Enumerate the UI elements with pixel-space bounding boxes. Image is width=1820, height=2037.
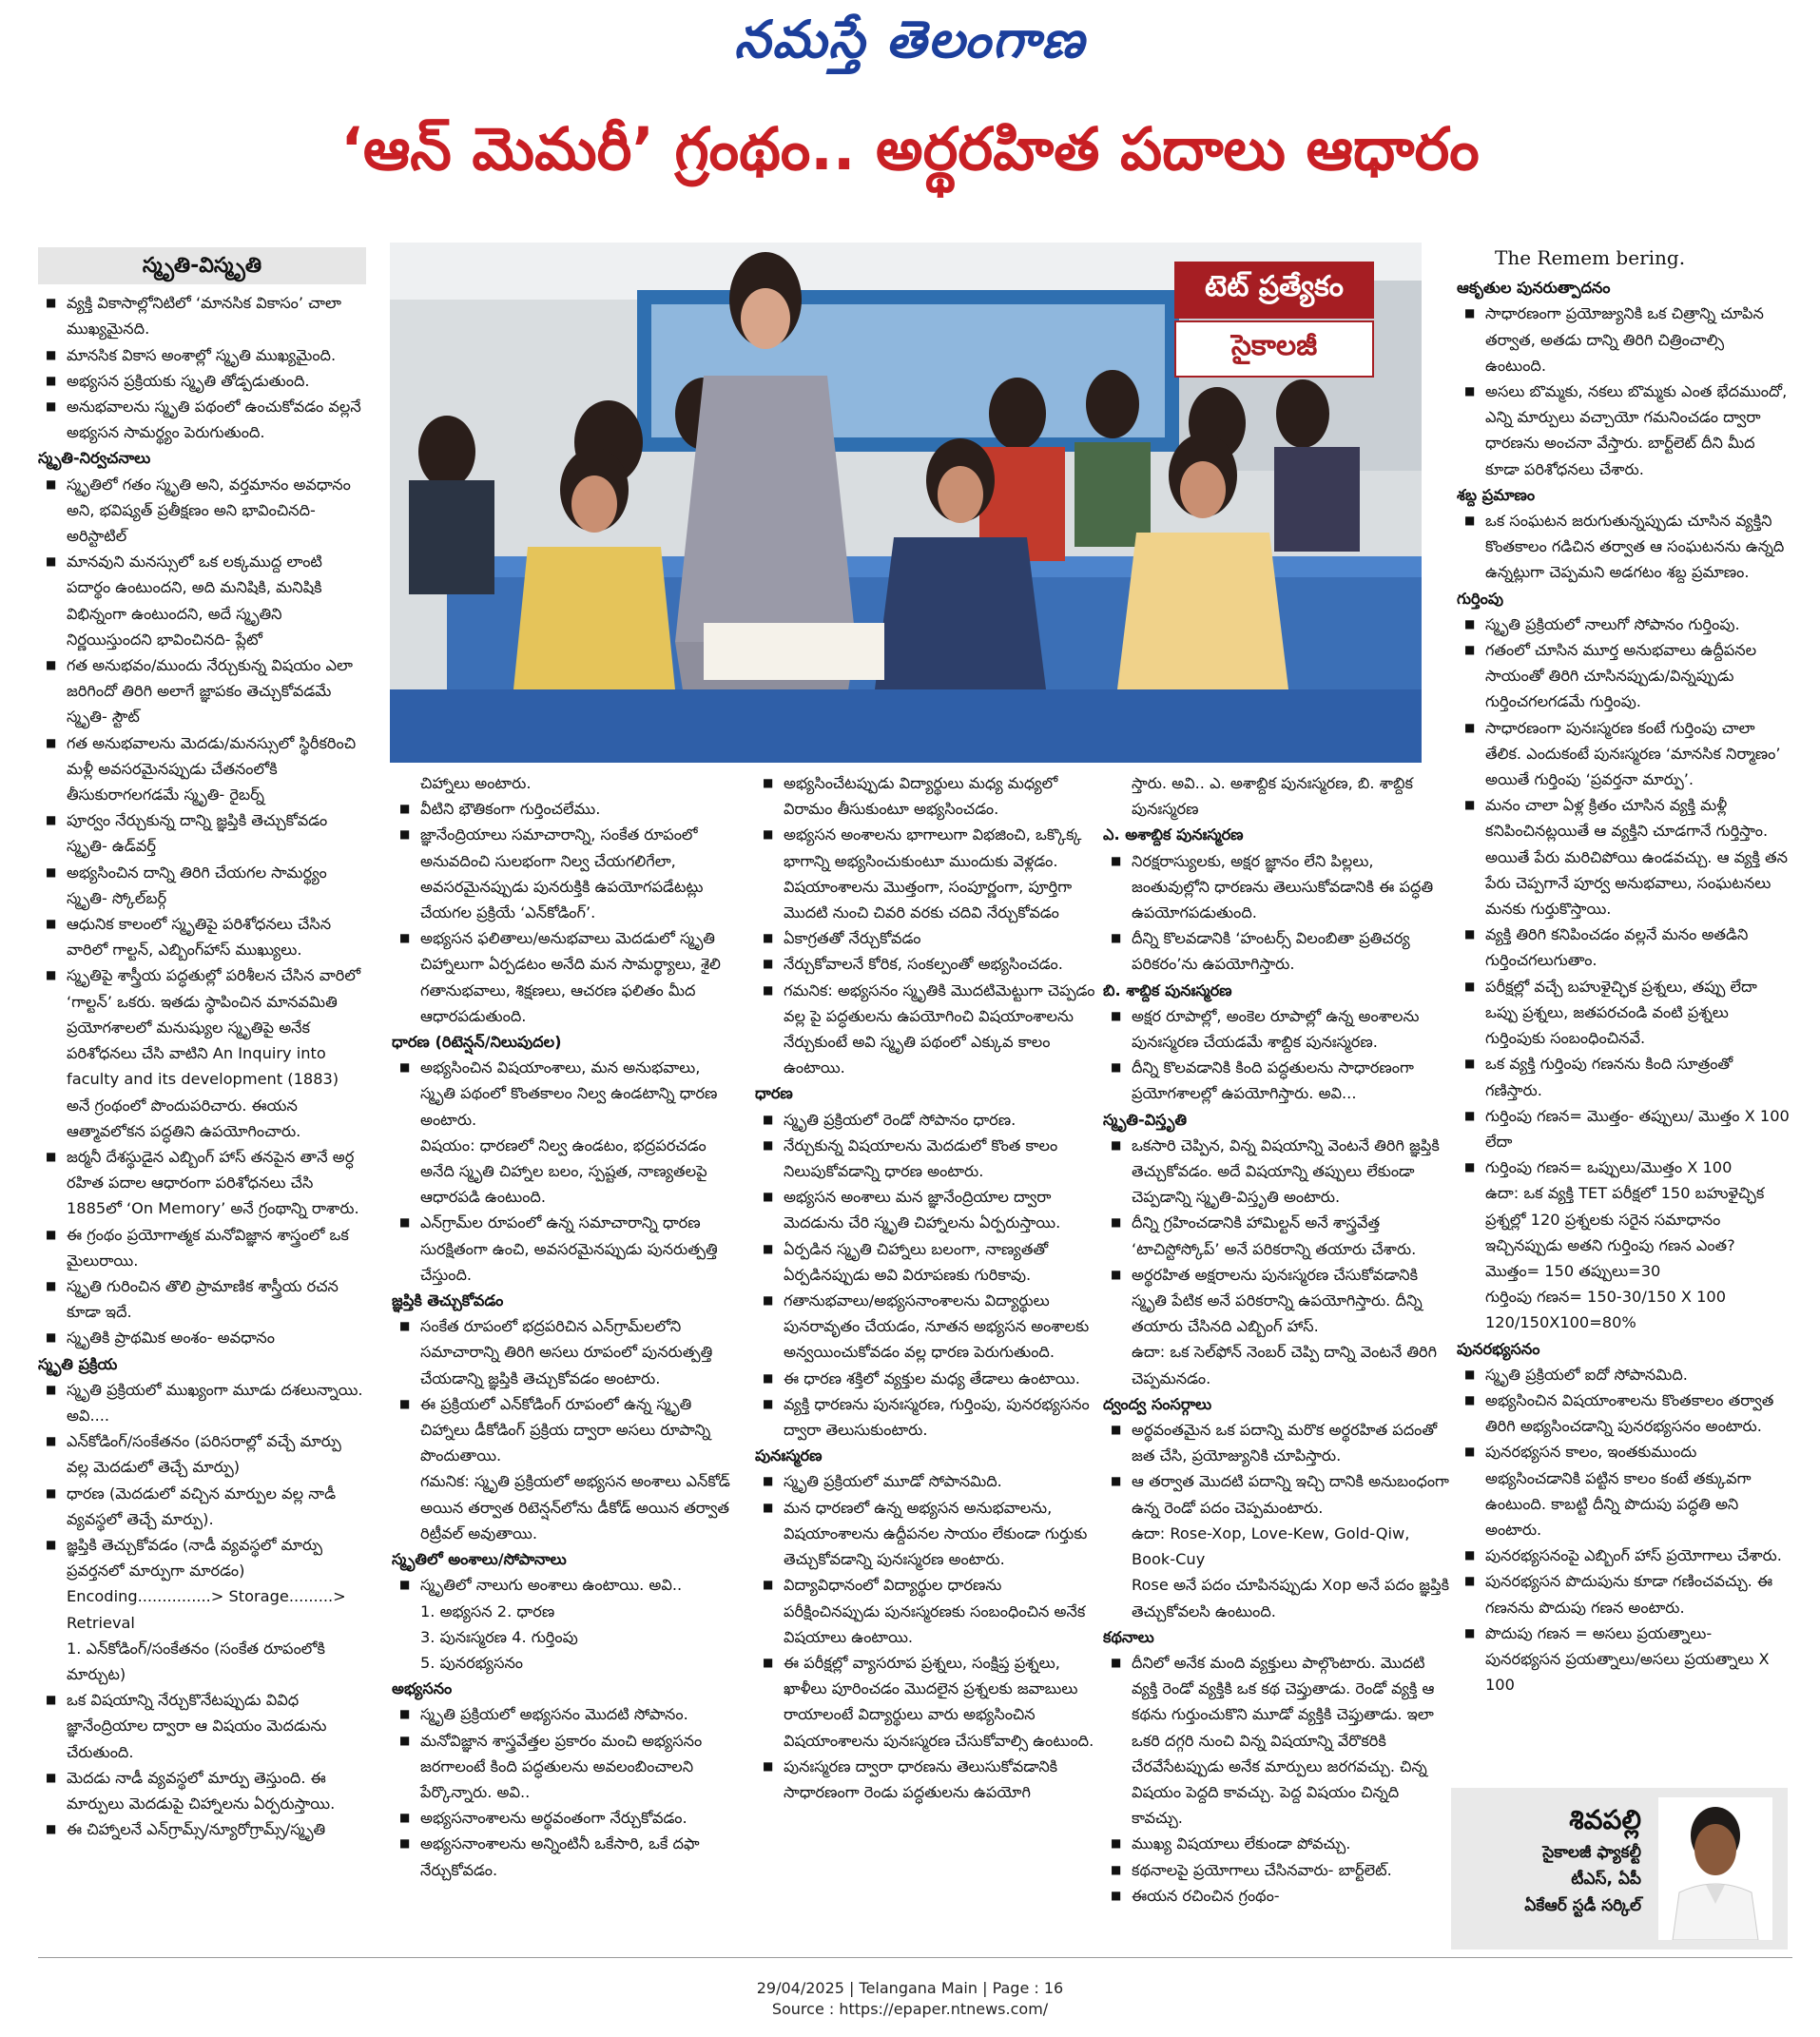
footer-source: Source : https://epaper.ntnews.com/ (771, 2000, 1049, 2018)
bullet-item: ■ స్మృతి ప్రక్రియలో రెండో సోపానం ధారణ. (755, 1107, 1102, 1133)
footer-edition: 29/04/2025 | Telangana Main | Page : 16 (756, 1979, 1064, 1997)
subheading: స్మృతి-విస్తృతి (1103, 1110, 1187, 1129)
bullet-item: ■ ఏర్పడిన స్మృతి చిహ్నాలు బలంగా, నాణ్యతతో ఏర్పడినప్పుడు అవి విరూపణకు గురికావు. (755, 1236, 1102, 1288)
bullet-item: ■ గుర్తింపు గణన= మొత్తం- తప్పులు/ మొత్తం X 100 లేదా (1457, 1103, 1790, 1154)
bullet-item: ■ పునరభ్యసన కాలం, ఇంతకుముందు అభ్యసించడానికి పట్టిన కాలం కంటే తక్కువగా ఉంటుంది. కాబట్టి దీన్ని పొదుపు పద్ధతి అని అంటారు. (1457, 1439, 1790, 1542)
column-5 (1457, 245, 1790, 1757)
paragraph: 3. పునఃస్మరణ 4. గుర్తింపు (420, 1627, 578, 1646)
subheading: స్మృతిలో అంశాలు/సోపానాలు (392, 1550, 567, 1569)
bullet-item: ■ అభ్యసనాంశాలను అన్నింటినీ ఒకేసారి, ఒకే దఫా నేర్చుకోవడం. (392, 1831, 739, 1882)
column-4-body (1103, 770, 1450, 1909)
column-5-body (1457, 275, 1790, 1698)
bullet-item: ■ ఈ ధారణ శక్తిలో వ్యక్తుల మధ్య తేడాలు ఉంటాయి. (755, 1366, 1102, 1391)
paragraph: ఉదా: ఒక సెల్‌ఫోన్ నెంబర్ చెప్పి దాన్ని వెంటనే తిరిగి చెప్పమనడం. (1132, 1343, 1438, 1387)
bullet-item: ■ స్మృతి ప్రక్రియలో నాలుగో సోపానం గుర్తింపు. (1457, 611, 1790, 637)
subheading: పునఃస్మరణ (755, 1446, 823, 1465)
bullet-item: ■ పునరభ్యసన పొదుపును కూడా గణించవచ్చు. ఈ గణనను పొదుపు గణన అంటారు. (1457, 1568, 1790, 1620)
author-name: శివపల్లి (1569, 1804, 1641, 1835)
subheading: ధారణ (రిటెన్షన్/నిలుపుదల) (392, 1033, 562, 1052)
paragraph: 120/150X100=80% (1485, 1313, 1636, 1332)
tet-special-badge (1174, 262, 1374, 380)
paragraph: స్తారు. అవి.. ఎ. అశాబ్దిక పునఃస్మరణ, బి. శాబ్దిక పునఃస్మరణ (1132, 774, 1413, 819)
bullet-item: ■ దీన్ని గ్రహించడానికి హామిల్టన్ అనే శాస్త్రవేత్త ‘టాచిస్టోస్కోప్’ అనే పరికరాన్ని తయారు చేశారు. (1103, 1210, 1450, 1261)
bullet-item: ■ పరీక్షల్లో వచ్చే బహుళైచ్ఛిక ప్రశ్నలు, తప్పు లేదా ఒప్పు ప్రశ్నలు, జతపరచండి వంటి ప్రశ్నలు గుర్తింపుకు సంబంధించినవే. (1457, 974, 1790, 1052)
author-box (1451, 1788, 1788, 1950)
bullet-item: ■ అభ్యసించిన విషయాంశాలు, మన అనుభవాలు, స్మృతి పథంలో కొంతకాలం నిల్వ ఉండటాన్ని ధారణ అంటారు. (392, 1055, 739, 1133)
bullet-item: ■ సంకేత రూపంలో భద్రపరిచిన ఎన్‌గ్రామ్‌లలోని సమాచారాన్ని తిరిగి అసలు రూపంలో పునరుత్పత్తి చేయడాన్ని జ్ఞప్తికి తెచ్చుకోవడం అంటారు. (392, 1313, 739, 1391)
bullet-item: ■ దీన్ని కొలవడానికి కింది పద్ధతులను సాధారణంగా ప్రయోగశాలల్లో ఉపయోగిస్తారు. అవి... (1103, 1055, 1450, 1106)
bullet-item: ■ జ్ఞానేంద్రియాలు సమాచారాన్ని, సంకేత రూపంలో అనువదించి సులభంగా నిల్వ చేయగలిగేలా, అవసరమైనప్పుడు పునరుక్తికి ఉపయోగపడేటట్లు చేయగల ప్రక్రియే ‘ఎన్‌కోడింగ్’. (392, 822, 739, 925)
subheading: ఎ. అశాబ్దిక పునఃస్మరణ (1103, 825, 1244, 844)
bullet-item: ■ స్మృతి ప్రక్రియలో ఐదో సోపానమిది. (1457, 1362, 1790, 1387)
column-2 (392, 770, 739, 1954)
subheading: ఆకృతుల పునరుత్పాదనం (1457, 279, 1611, 298)
column-3 (755, 770, 1102, 1954)
bullet-item: ■ అసలు బొమ్మకు, నకలు బొమ్మకు ఎంత భేదముందో, ఎన్ని మార్పులు వచ్చాయో గమనించడం ద్వారా ధారణను అంచనా వేస్తారు. బార్ట్‌లెట్ దీని మీద కూడా పరిశోధనలు చేశారు. (1457, 378, 1790, 482)
column-4 (1103, 770, 1450, 1954)
paragraph: Rose అనే పదం చూపినప్పుడు Xop అనే పదం జ్ఞప్తికి తెచ్చుకోవలసి ఉంటుంది. (1132, 1576, 1450, 1620)
paragraph: గుర్తింపు గణన= 150-30/150 X 100 (1485, 1288, 1726, 1307)
bullet-item: ■ అర్థవంతమైన ఒక పదాన్ని మరొక అర్థరహిత పదంతో జత చేసి, ప్రయోజ్యునికి చూపిస్తారు. (1103, 1417, 1450, 1468)
bullet-item: ■ అభ్యసన ప్రక్రియకు స్మృతి తోడ్పడుతుంది. (38, 368, 366, 394)
bullet-item: ■ వ్యక్తి ధారణను పునఃస్మరణ, గుర్తింపు, పునరభ్యసనం ద్వారా తెలుసుకుంటారు. (755, 1391, 1102, 1443)
bullet-item: ■ స్మృతిపై శాస్త్రీయ పద్ధతుల్లో పరిశీలన చేసిన వారిలో ‘గాల్టన్’ ఒకరు. ఇతడు స్థాపించిన మానవమితి ప్రయోగశాలలో మనుష్యుల స్మృతిపై అనేక పరిశోధనలు చేసి వాటిని An Inquiry into faculty and its development (1883) అనే గ్రంథంలో పొందుపరిచారు. ఈయన ఆత్మావలోకన పద్ధతిని ఉపయోగించారు. (38, 962, 366, 1143)
bullet-item: ■ గతంలో చూసిన మూర్త అనుభవాలు ఉద్దీపనల సాయంతో తిరిగి చూసినప్పుడు/విన్నప్పుడు గుర్తించగలగడమే గుర్తింపు. (1457, 637, 1790, 715)
headline (29, 99, 1791, 213)
paragraph: ఉదా: ఒక వ్యక్తి TET పరీక్షలో 150 బహుళైచ్ఛిక ప్రశ్నల్లో 120 ప్రశ్నలకు సరైన సమాధానం ఇచ్చినప్పుడు అతని గుర్తింపు గణన ఎంత? (1485, 1184, 1765, 1254)
bullet-item: ■ ఈ గ్రంథం ప్రయోగాత్మక మనోవిజ్ఞాన శాస్త్రంలో ఒక మైలురాయి. (38, 1222, 366, 1273)
bullet-item: ■ పునరభ్యసనంపై ఎబ్బింగ్ హాస్ ప్రయోగాలు చేశారు. (1457, 1542, 1790, 1568)
bullet-item: ■ ఒక వ్యక్తి గుర్తింపు గణనను కింది సూత్రంతో గణిస్తారు. (1457, 1051, 1790, 1102)
bullet-item: ■ అభ్యసించిన విషయాంశాలను కొంతకాలం తర్వాత తిరిగి అభ్యసించడాన్ని పునరభ్యసనం అంటారు. (1457, 1387, 1790, 1439)
subheading: గుర్తింపు (1457, 589, 1503, 608)
author-details (1461, 1801, 1641, 1919)
bullet-item: ■ జ్ఞప్తికి తెచ్చుకోవడం (నాడీ వ్యవస్థలో మార్పు ప్రవర్తనలో మార్పుగా మారడం) (38, 1532, 366, 1583)
subheading: శబ్ద ప్రమాణం (1457, 485, 1536, 504)
author-role: సైకాలజీ ఫ్యాకల్టీ (1542, 1843, 1641, 1862)
bullet-item: ■ ఒక విషయాన్ని నేర్చుకొనేటప్పుడు వివిధ జ్ఞానేంద్రియాల ద్వారా ఆ విషయం మెదడును చేరుతుంది. (38, 1687, 366, 1765)
bullet-item: ■ వ్యక్తి వికాసాల్లోనిటిలో ‘మానసిక వికాసం’ చాలా ముఖ్యమైనది. (38, 290, 366, 341)
subheading: స్మృతి ప్రక్రియ (38, 1354, 118, 1373)
badge-label-tet: టెట్ ప్రత్యేకం (1174, 262, 1374, 319)
bullet-item: ■ స్మృతికి ప్రాథమిక అంశం- అవధానం (38, 1325, 366, 1350)
bullet-item: ■ మనోవిజ్ఞాన శాస్త్రవేత్తల ప్రకారం మంచి అభ్యసనం జరగాలంటే కింది పద్ధతులను అవలంబించాలని పేర్కొన్నారు. అవి.. (392, 1728, 739, 1806)
bullet-item: ■ సాధారణంగా పునఃస్మరణ కంటే గుర్తింపు చాలా తేలిక. ఎందుకంటే పునఃస్మరణ ‘మానసిక నిర్మాణం’ అయితే గుర్తింపు ‘ప్రవర్తనా మార్పు’. (1457, 715, 1790, 793)
footer-divider (38, 1957, 1792, 1958)
bullet-item: ■ స్మృతి గురించిన తొలి ప్రామాణిక శాస్త్రీయ రచన కూడా ఇదే. (38, 1273, 366, 1325)
subheading: ద్వంద్వ సంసర్గాలు (1103, 1394, 1212, 1413)
bullet-item: ■ గతానుభవాలు/అభ్యసనాంశాలను విద్యార్థులు పునరావృతం చేయడం, నూతన అభ్యసన అంశాలకు అన్వయించుకోవడం వల్ల ధారణ పెరుగుతుంది. (755, 1288, 1102, 1366)
subheading: కథనాలు (1103, 1627, 1154, 1646)
bullet-item: ■ ఒక సంఘటన జరుగుతున్నప్పుడు చూసిన వ్యక్తిని కొంతకాలం గడిచిన తర్వాత ఆ సంఘటనను ఉన్నది ఉన్నట్లుగా చెప్పమని అడగటం శబ్ద ప్రమాణం. (1457, 508, 1790, 586)
bullet-item: ■ అర్థరహిత అక్షరాలను పునఃస్మరణ చేసుకోవడానికి స్మృతి పేటిక అనే పరికరాన్ని ఉపయోగిస్తారు. దీన్ని తయారు చేసినది ఎబ్బింగ్ హాస్. (1103, 1262, 1450, 1340)
bullet-item: ■ అభ్యసనాంశాలను అర్థవంతంగా నేర్చుకోవడం. (392, 1805, 739, 1831)
bullet-item: ■ గత అనుభవాలను మెదడు/మనస్సులో స్థిరీకరించి మళ్లీ అవసరమైనప్పుడు చేతనంలోకి తీసుకురాగలగడమే స్మృతి- రైబర్న్ (38, 730, 366, 808)
bullet-item: ■ ముఖ్య విషయాలు లేకుండా పోవచ్చు. (1103, 1831, 1450, 1856)
bullet-item: ■ స్మృతి ప్రక్రియలో మూడో సోపానమిది. (755, 1468, 1102, 1494)
bullet-item: ■ జర్మనీ దేశస్థుడైన ఎబ్బింగ్ హాస్ తనపైన తానే అర్ధ రహిత పదాల ఆధారంగా పరిశోధనలు చేసి 1885లో ‘On Memory’ అనే గ్రంథాన్ని రాశారు. (38, 1144, 366, 1222)
badge-label-psychology: సైకాలజీ (1174, 320, 1374, 378)
bullet-item: ■ ధారణ (మెదడులో వచ్చిన మార్పుల వల్ల నాడీ వ్యవస్థలో తెచ్చే మార్పు). (38, 1481, 366, 1532)
bullet-item: ■ మెదడు నాడీ వ్యవస్థలో మార్పు తెస్తుంది. ఈ మార్పులు మెదడుపై చిహ్నాలను ఏర్పరుస్తాయి. (38, 1765, 366, 1816)
section-banner: స్మృతి-విస్మృతి (38, 247, 366, 284)
bullet-item: ■ స్మృతి ప్రక్రియలో అభ్యసనం మొదటి సోపానం. (392, 1701, 739, 1727)
bullet-item: ■ వీటిని భౌతికంగా గుర్తించలేము. (392, 796, 739, 822)
bullet-item: ■ ఈ చిహ్నాలనే ఎన్‌గ్రామ్స్/న్యూరోగ్రామ్స్/స్మృతి (38, 1816, 366, 1842)
bullet-item: ■ అభ్యసన ఫలితాలు/అనుభవాలు మెదడులో స్మృతి చిహ్నాలుగా ఏర్పడటం అనేది మన సామర్థ్యాలు, శైలి గతానుభవాలు, శిక్షణలు, ఆచరణ ఫలితం మీద ఆధారపడుతుంది. (392, 925, 739, 1029)
bullet-item: ■ కథనాలపై ప్రయోగాలు చేసినవారు- బార్ట్‌లెట్. (1103, 1857, 1450, 1883)
bullet-item: ■ స్మృతిలో గతం స్మృతి అని, వర్తమానం అవధానం అని, భవిష్యత్ ప్రతీక్షణం అని భావించినది- అరిస్టాటిల్ (38, 472, 366, 550)
subheading: స్మృతి-నిర్వచనాలు (38, 449, 151, 468)
subheading: అభ్యసనం (392, 1679, 453, 1698)
bullet-item: ■ పొదుపు గణన = అసలు ప్రయత్నాలు- పునరభ్యసన ప్రయత్నాలు/అసలు ప్రయత్నాలు X 100 (1457, 1620, 1790, 1698)
bullet-item: ■ గత అనుభవం/ముందు నేర్చుకున్న విషయం ఎలా జరిగిందో తిరిగి అలాగే జ్ఞాపకం తెచ్చుకోవడమే స్మృతి- స్టౌట్ (38, 652, 366, 730)
subheading: బి. శాబ్దిక పునఃస్మరణ (1103, 980, 1232, 999)
bullet-item: ■ దీన్ని కొలవడానికి ‘హంటర్స్ విలంబితా ప్రతిచర్య పరికరం’ను ఉపయోగిస్తారు. (1103, 925, 1450, 977)
column-1-body (38, 290, 366, 1842)
bullet-item: ■ అభ్యసన అంశాలు మన జ్ఞానేంద్రియాల ద్వారా మెదడును చేరి స్మృతి చిహ్నాలను ఏర్పరుస్తాయి. (755, 1184, 1102, 1235)
footer (0, 1978, 1820, 2020)
bullet-item: ■ నేర్చుకున్న విషయాలను మెదడులో కొంత కాలం నిలుపుకోవడాన్ని ధారణ అంటారు. (755, 1133, 1102, 1184)
bullet-item: ■ స్మృతిలో నాలుగు అంశాలు ఉంటాయి. అవి.. (392, 1572, 739, 1598)
bullet-item: ■ సాధారణంగా ప్రయోజ్యునికి ఒక చిత్రాన్ని చూపిన తర్వాత, అతడు దాన్ని తిరిగి చిత్రించాల్సి ఉంటుంది. (1457, 301, 1790, 378)
bullet-item: ■ ఒకసారి చెప్పిన, విన్న విషయాన్ని వెంటనే తిరిగి జ్ఞప్తికి తెచ్చుకోవడం. అదే విషయాన్ని తప్పులు లేకుండా చెప్పడాన్ని స్మృతి-విస్తృతి అంటారు. (1103, 1133, 1450, 1211)
bullet-item: ■ స్మృతి ప్రక్రియలో ముఖ్యంగా మూడు దశలున్నాయి. అవి.... (38, 1377, 366, 1428)
bullet-item: ■ ఎన్‌గ్రామ్‌ల రూపంలో ఉన్న సమాచారాన్ని ధారణ సురక్షితంగా ఉంచి, అవసరమైనప్పుడు పునరుత్పత్తి చేస్తుంది. (392, 1210, 739, 1288)
bullet-item: ■ మానవుని మనస్సులో ఒక లక్కముద్ద లాంటి పదార్థం ఉంటుందని, అది మనిషికి, మనిషికి విభిన్నంగా ఉంటుందని, అదే స్మృతిని నిర్ణయిస్తుందని భావించినది- ప్లేటో (38, 549, 366, 652)
bullet-item: ■ నిరక్షరాస్యులకు, అక్షర జ్ఞానం లేని పిల్లలు, జంతువుల్లోని ధారణను తెలుసుకోవడానికి ఈ పద్ధతి ఉపయోగపడుతుంది. (1103, 848, 1450, 926)
bullet-item: ■ పునఃస్మరణ ద్వారా ధారణను తెలుసుకోవడానికి సాధారణంగా రెండు పద్ధతులను ఉపయోగి (755, 1754, 1102, 1805)
paragraph: 1. ఎన్‌కోడింగ్/సంకేతనం (సంకేత రూపంలోకి మార్చుట) (67, 1639, 325, 1683)
paragraph: మొత్తం= 150 తప్పులు=30 (1485, 1261, 1661, 1280)
bullet-item: ■ గమనిక: అభ్యసనం స్మృతికి మొదటిమెట్టుగా చెప్పడం వల్ల పై పద్ధతులను ఉపయోగించి విషయాంశాలను నేర్చుకుంటే అవి స్మృతి పథంలో ఎక్కువ కాలం ఉంటాయి. (755, 978, 1102, 1081)
bullet-item: ■ మానసిక వికాస అంశాల్లో స్మృతి ముఖ్యమైంది. (38, 342, 366, 368)
bullet-item: ■ దీనిలో అనేక మంది వ్యక్తులు పాల్గొంటారు. మొదటి వ్యక్తి రెండో వ్యక్తికి ఒక కథ చెప్తుతాడు. రెండో వ్యక్తి ఆ కథను గుర్తుంచుకొని మూడో వ్యక్తికి చెప్తుతాడు. ఇలా ఒకరి దగ్గరి నుంచి విన్న విషయాన్ని వేరొకరికి చేరవేసేటప్పుడు అనేక మార్పులు జరగవచ్చు. చిన్న విషయం పెద్దది కావచ్చు. పెద్ద విషయం చిన్నది కావచ్చు. (1103, 1650, 1450, 1831)
masthead (0, 0, 1820, 90)
paragraph: గమనిక: స్మృతి ప్రక్రియలో అభ్యసన అంశాలు ఎన్‌కోడ్ అయిన తర్వాత రిటెన్షన్‌లోను డీకోడ్ అయిన తర్వాత రిట్రీవల్ అవుతాయి. (420, 1472, 730, 1542)
bullet-item: ■ ఈయన రచించిన గ్రంథం- (1103, 1883, 1450, 1909)
bullet-item: ■ మనం చాలా ఏళ్ల క్రితం చూసిన వ్యక్తి మళ్లీ కనిపించినట్లయితే ఆ వ్యక్తిని చూడగానే గుర్తిస్తాం. అయితే పేరు మరిచిపోయి ఉండవచ్చు. ఆ వ్యక్తి తన పేరు చెప్పగానే పూర్వ అనుభవాలు, సంఘటనలు మనకు గుర్తుకొస్తాయి. (1457, 792, 1790, 922)
paragraph: చిహ్నాలు అంటారు. (420, 774, 532, 792)
bullet-item: ■ అభ్యసన అంశాలను భాగాలుగా విభజించి, ఒక్కొక్క భాగాన్ని అభ్యసించుకుంటూ ముందుకు వెళ్లడం. విషయాంశాలను మొత్తంగా, సంపూర్ణంగా, పూర్తిగా మొదటి నుంచి చివరి వరకు చదివి నేర్చుకోవడం (755, 822, 1102, 925)
bullet-item: ■ వ్యక్తి తిరిగి కనిపించడం వల్లనే మనం అతడిని గుర్తించగలుగుతాం. (1457, 922, 1790, 973)
headline-text: ‘ఆన్ మెమరీ’ గ్రంథం.. అర్థరహిత పదాలు ఆధారం (340, 114, 1480, 184)
bullet-item: ■ ఆ తర్వాత మొదటి పదాన్ని ఇచ్చి దానికి అనుబంధంగా ఉన్న రెండో పదం చెప్పమంటారు. (1103, 1468, 1450, 1520)
author-photo (1658, 1797, 1772, 1940)
bullet-item: ■ ఈ ప్రక్రియలో ఎన్‌కోడింగ్ రూపంలో ఉన్న స్మృతి చిహ్నాలు డీకోడింగ్ ప్రక్రియ ద్వారా అసలు రూపాన్ని పొందుతాయి. (392, 1391, 739, 1469)
bullet-item: ■ ఈ పరీక్షల్లో వ్యాసరూప ప్రశ్నలు, సంక్షిప్త ప్రశ్నలు, ఖాళీలు పూరించడం మొదలైన ప్రశ్నలకు జవాబులు రాయాలంటే విద్యార్థులు వారు అభ్యసించిన విషయాంశాలను పునఃస్మరణ చేసుకోవాల్సి ఉంటుంది. (755, 1650, 1102, 1754)
author-region: టీఎస్, ఏపీ (1571, 1870, 1641, 1889)
bullet-item: ■ అభ్యసించేటప్పుడు విద్యార్థులు మధ్య మధ్యలో విరామం తీసుకుంటూ అభ్యసించడం. (755, 770, 1102, 822)
paragraph: 5. పునరభ్యసనం (420, 1653, 524, 1672)
author-institution: ఏకేఆర్ స్టడీ సర్కిల్ (1524, 1896, 1641, 1915)
bullet-item: ■ ఎన్‌కోడింగ్/సంకేతనం (పరిసరాల్లో వచ్చే మార్పు వల్ల మెదడులో తెచ్చే మార్పు) (38, 1428, 366, 1480)
bullet-item: ■ అక్షర రూపాల్లో, అంకెల రూపాల్లో ఉన్న అంశాలను పునఃస్మరణ చేయడమే శాబ్దిక పునఃస్మరణ. (1103, 1003, 1450, 1055)
masthead-title: నమస్తే తెలంగాణ (734, 8, 1086, 69)
column-3-body (755, 770, 1102, 1805)
paragraph: ఉదా: Rose-Xop, Love-Kew, Gold-Qiw, Book-Cuy (1132, 1523, 1410, 1569)
paragraph: విషయం: ధారణలో నిల్వ ఉండటం, భద్రపరచడం అనేది స్మృతి చిహ్నాల బలం, స్పష్టత, నాణ్యతలపై ఆధారపడి ఉంటుంది. (420, 1135, 707, 1207)
bullet-item: ■ నేర్చుకోవాలనే కోరిక, సంకల్పంతో అభ్యసించడం. (755, 951, 1102, 977)
column-1 (38, 247, 366, 1954)
bullet-item: ■ మన ధారణలో ఉన్న అభ్యసన అనుభవాలను, విషయాంశాలను ఉద్దీపనల సాయం లేకుండా గుర్తుకు తెచ్చుకోవడాన్ని పునఃస్మరణ అంటారు. (755, 1495, 1102, 1573)
bullet-item: ■ అభ్యసించిన దాన్ని తిరిగి చేయగల సామర్థ్యం స్మృతి- స్కోల్‌బర్గ్ (38, 860, 366, 911)
bullet-item: ■ పూర్వం నేర్చుకున్న దాన్ని జ్ఞప్తికి తెచ్చుకోవడం స్మృతి- ఉడ్‌వర్త్ (38, 807, 366, 859)
bullet-item: ■ విద్యావిధానంలో విద్యార్థుల ధారణను పరీక్షించినప్పుడు పునఃస్మరణకు సంబంధించిన అనేక విషయాలు ఉంటాయి. (755, 1572, 1102, 1650)
subheading: ధారణ (755, 1084, 793, 1103)
paragraph: Encoding...............> Storage.........> Retrieval (67, 1587, 346, 1632)
subheading: పునరభ్యసనం (1457, 1339, 1540, 1358)
book-title: The Remem bering. (1495, 246, 1686, 269)
subheading: జ్ఞప్తికి తెచ్చుకోవడం (392, 1291, 504, 1310)
bullet-item: ■ గుర్తింపు గణన= ఒప్పులు/మొత్తం X 100 (1457, 1154, 1790, 1180)
bullet-item: ■ ఏకాగ్రతతో నేర్చుకోవడం (755, 925, 1102, 951)
paragraph: 1. అభ్యసన 2. ధారణ (420, 1601, 555, 1620)
column-2-body (392, 770, 739, 1883)
bullet-item: ■ అనుభవాలను స్మృతి పథంలో ఉంచుకోవడం వల్లనే అభ్యసన సామర్థ్యం పెరుగుతుంది. (38, 394, 366, 445)
bullet-item: ■ ఆధునిక కాలంలో స్మృతిపై పరిశోధనలు చేసిన వారిలో గాల్టన్, ఎబ్బింగ్‌హాస్ ముఖ్యులు. (38, 911, 366, 962)
